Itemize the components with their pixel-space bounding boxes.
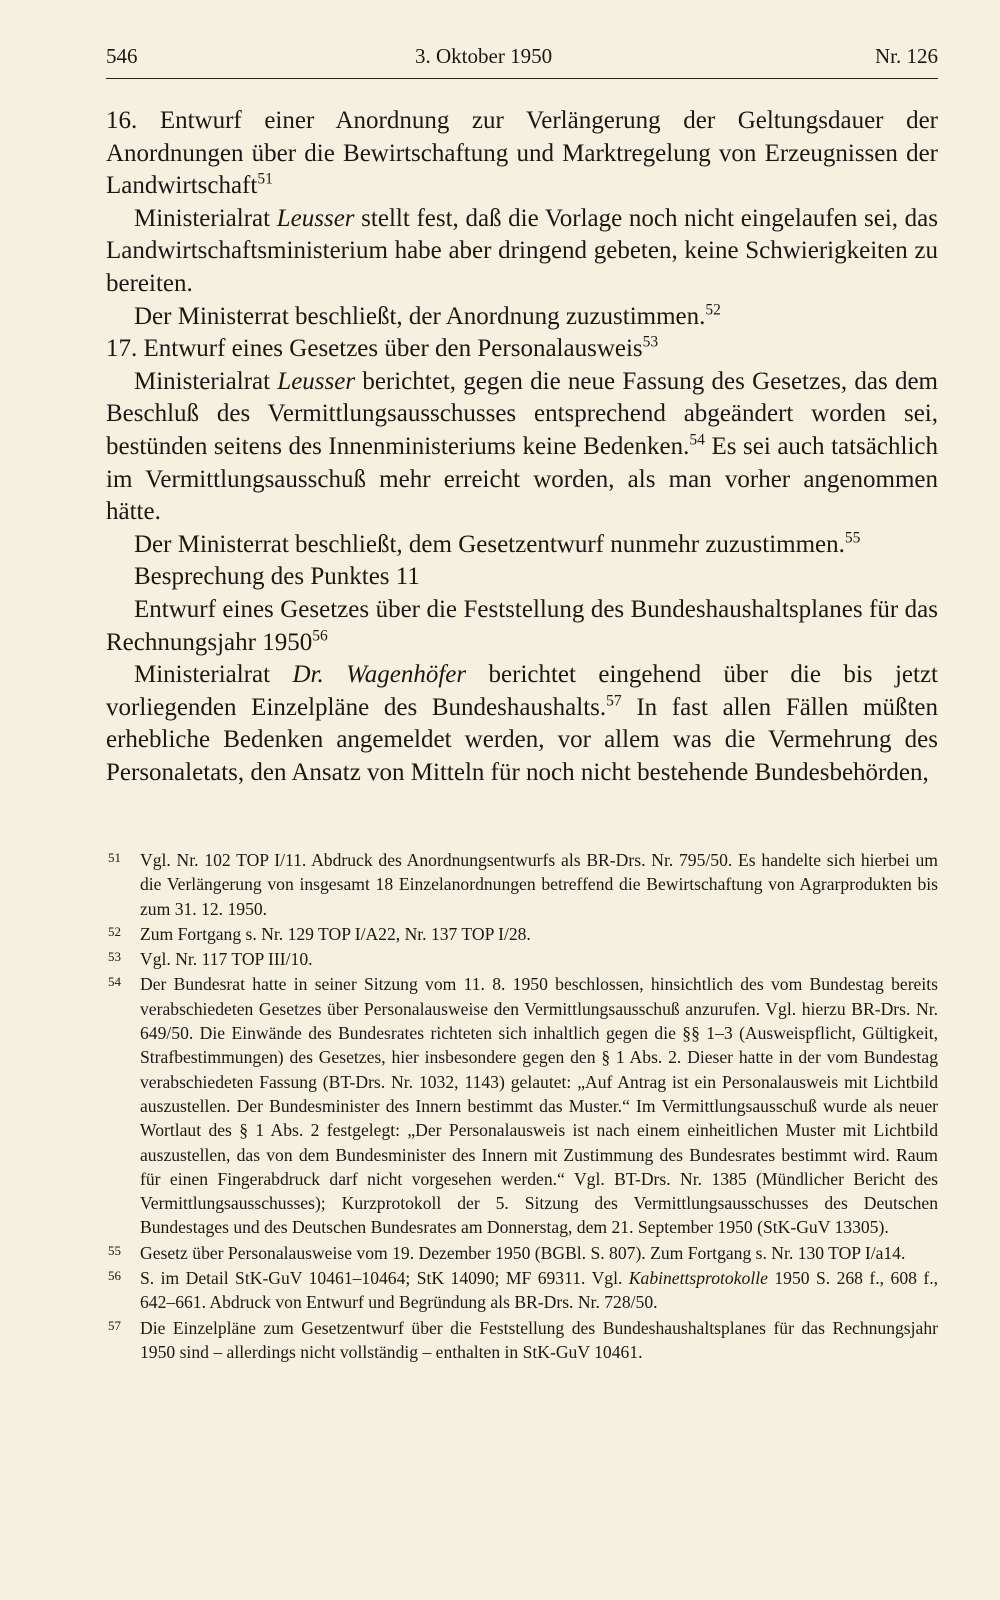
- footnote-number: 57: [108, 1317, 121, 1333]
- footnote-ref-54[interactable]: 54: [689, 431, 705, 449]
- item-17-heading: 17. Entwurf eines Gesetzes über den Personalausweis$^{53}$: [106, 333, 659, 363]
- header-rule: [106, 78, 938, 79]
- page-number: 546: [106, 44, 138, 68]
- footnote-ref-56[interactable]: 56: [312, 626, 328, 644]
- document-number: Nr. 126: [875, 44, 938, 68]
- item-16-heading: 16. Entwurf einer Anordnung zur Verlängerung der Geltungsdauer der Anordnungen über die Bewirtschaftung und Marktregelung von Erzeugnissen der Landwirtschaft$^{51}$: [106, 107, 938, 200]
- footnotes: [106, 848, 938, 1365]
- person-name: Leusser: [276, 204, 355, 232]
- item-17-decision: Der Ministerrat beschließt, dem Gesetzentwurf nunmehr zuzustimmen.$^{55}$: [134, 529, 861, 558]
- footnote-ref-53[interactable]: 53: [642, 333, 659, 351]
- footnote-number: 54: [108, 974, 121, 990]
- footnote-ref-55[interactable]: 55: [844, 529, 861, 547]
- footnote-number: 56: [108, 1268, 121, 1284]
- footnote-56: 56 S. im Detail StK-GuV 10461–10464; StK 14090; MF 69311. Vgl. Kabinettsprotokolle 1950 S. 268 f., 608 f., 642–661. Abdruck von Entwurf und Begründung als BR-Drs. Nr. 728/50.: [108, 1268, 939, 1313]
- person-name: Dr. Wagenhöfer: [292, 661, 467, 689]
- publication-title: Kabinettsprotokolle: [628, 1268, 768, 1289]
- footnote-54: 54 Der Bundesrat hatte in seiner Sitzung vom 11. 8. 1950 beschlossen, hinsichtlich des vom Bundestag bereits verabschiedeten Gesetzes über Personalausweise den Vermittlungsausschuß anzurufen. Vgl. hierzu BR-Drs. Nr. 649/50. Die Einwände des Bundesrates richteten sich inhaltlich gegen die §§ 1–3 (Ausweispflicht, Gültigkeit, Strafbestimmungen) des Gesetzes, hier insbesondere gegen den § 1 Abs. 2. Dieser hatte in der vom Bundestag verabschiedeten Fassung (BT-Drs. Nr. 1032, 1143) gelautet: „Auf Antrag ist ein Personalausweis mit Lichtbild auszustellen. Der Bundesminister des Innern bestimmt das Muster.“ Im Vermittlungsausschuß wurde als neuer Wortlaut des § 1 Abs. 2 festgelegt: „Der Personalausweis ist nach einem einheitlichen Muster mit Lichtbild auszustellen, das von dem Bundesminister des Innern mit Zustimmung des Bundesrates bestimmt wird. Raum für einen Fingerabdruck darf nicht vorgesehen werden.“ Vgl. BT-Drs. Nr. 1385 (Mündlicher Bericht des Vermittlungsausschusses); Kurzprotokoll der 5. Sitzung des Vermittlungsausschusses des Deutschen Bundestages und des Deutschen Bundesrates am Donnerstag, dem 21. September 1950 (StK-GuV 13305).: [108, 974, 938, 1238]
- footnote-number: 55: [108, 1242, 121, 1258]
- footnote-ref-52[interactable]: 52: [705, 300, 721, 318]
- footnote-number: 51: [108, 850, 121, 865]
- header-date: 3. Oktober 1950: [415, 44, 553, 68]
- item-11-subheading: Entwurf eines Gesetzes über die Feststellung des Bundeshaushaltsplanes für das Rechnungsjahr 1950$^{56}$: [106, 595, 938, 656]
- footnote-52: 52 Zum Fortgang s. Nr. 129 TOP I/A22, Nr. 137 TOP I/28.: [108, 923, 531, 944]
- person-name: Leusser: [277, 367, 356, 395]
- running-head: [106, 44, 938, 78]
- footnote-57: 57 Die Einzelpläne zum Gesetzentwurf über die Feststellung des Bundeshaushaltsplanes für das Rechnungsjahr 1950 sind – allerdings nicht vollständig – enthalten in StK-GuV 10461.: [108, 1317, 938, 1362]
- footnote-number: 52: [108, 923, 121, 939]
- item-11-paragraph-1: Ministerialrat Dr. Wagenhöfer berichtet eingehend über die bis jetzt vorliegenden Einzelpläne des Bundeshaushalts.$^{57}$ In fast allen Fällen müßten erhebliche Bedenken angemeldet werden, vor allem was die Vermehrung des Personaletats, den Ansatz von Mitteln für noch nicht bestehende Bundesbehörden,: [106, 661, 938, 786]
- footnote-51: 51 Vgl. Nr. 102 TOP I/11. Abdruck des Anordnungsentwurfs als BR-Drs. Nr. 795/50. Es handelte sich hierbei um die Verlängerung von insgesamt 18 Einzelanordnungen betreffend die Bewirtschaftung von Agrarprodukten bis zum 31. 12. 1950.: [108, 850, 938, 919]
- footnote-ref-51[interactable]: 51: [257, 170, 273, 188]
- item-16-decision: Der Ministerrat beschließt, der Anordnung zuzustimmen.$^{52}$: [134, 300, 721, 330]
- item-11-heading: Besprechung des Punktes 11: [134, 563, 420, 591]
- footnote-53: 53 Vgl. Nr. 117 TOP III/10.: [108, 949, 313, 970]
- footnote-number: 53: [108, 949, 121, 965]
- footnote-ref-57[interactable]: 57: [606, 692, 622, 710]
- footnote-55: 55 Gesetz über Personalausweise vom 19. Dezember 1950 (BGBl. S. 807). Zum Fortgang s. Nr. 130 TOP I/a14.: [108, 1242, 906, 1263]
- item-16-paragraph-1: Ministerialrat Leusser stellt fest, daß die Vorlage noch nicht eingelaufen sei, das Landwirtschaftsministerium habe aber dringend gebeten, keine Schwierigkeiten zu bereiten.: [106, 204, 939, 297]
- main-text: [106, 105, 938, 789]
- item-17-paragraph-1: Ministerialrat Leusser berichtet, gegen die neue Fassung des Gesetzes, das dem Beschluß des Vermittlungsausschusses entsprechend abgeändert worden sei, bestünden seitens des Innenministeriums keine Bedenken.$^{54}$ Es sei auch tatsächlich im Vermittlungsausschuß mehr erreicht worden, als man vorher angenommen hätte.: [106, 367, 938, 526]
